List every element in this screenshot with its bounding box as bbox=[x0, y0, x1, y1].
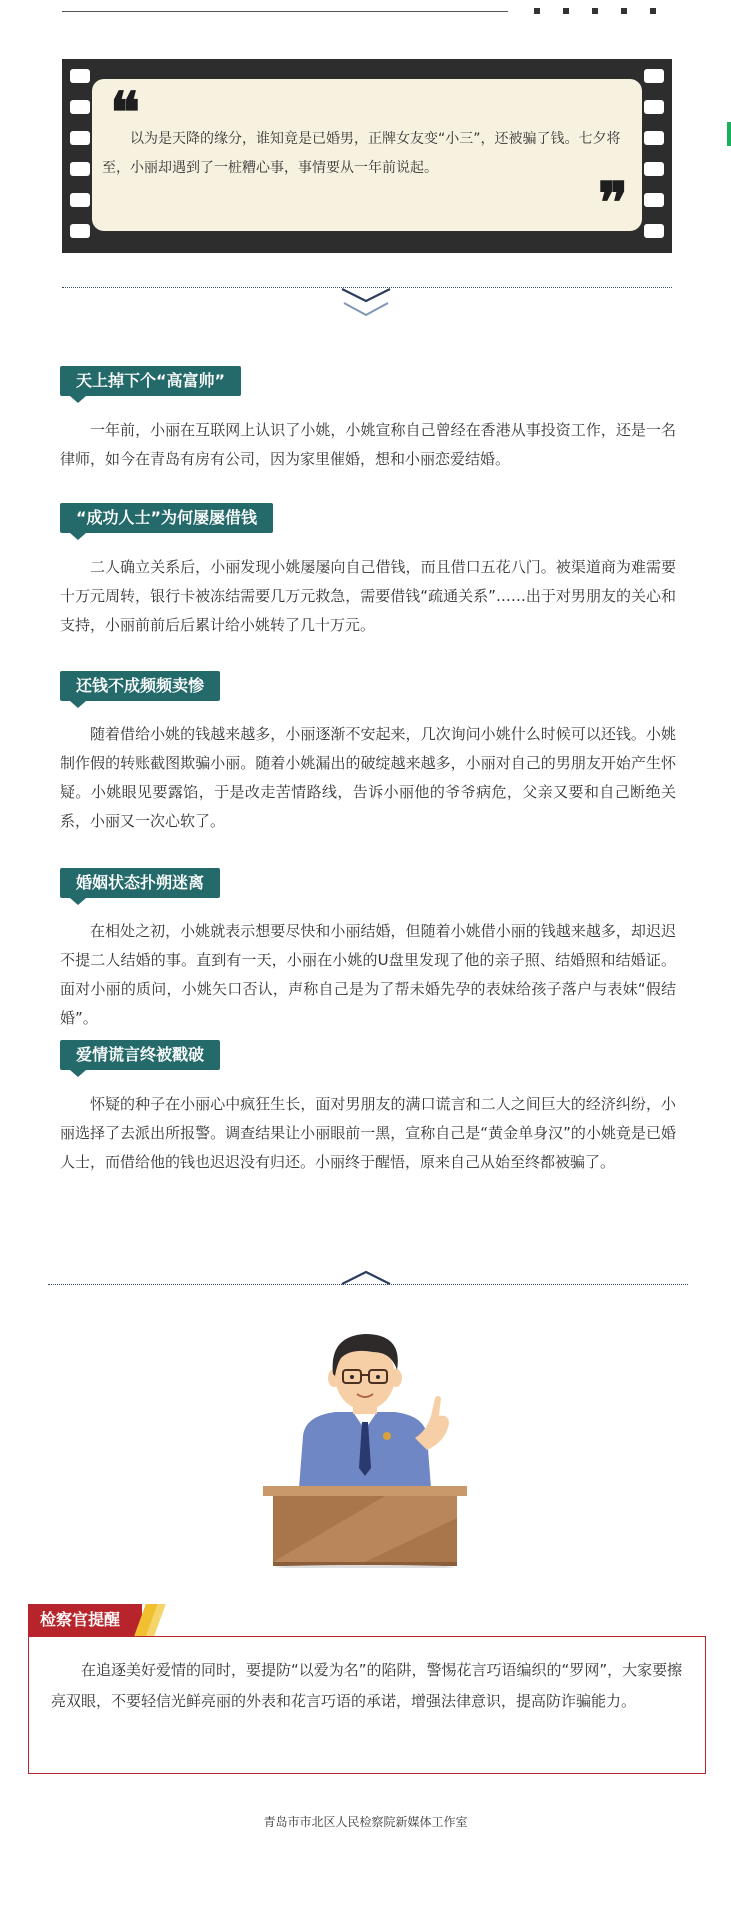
chevron-down-icon bbox=[340, 285, 392, 319]
section-body-4: 在相处之初，小姚就表示想要尽快和小丽结婚，但随着小姚借小丽的钱越来越多，却迟迟不提二人结婚的事。直到有一天，小丽在小姚的U盘里发现了他的亲子照、结婚照和结婚证。面对小丽的质问，小姚矢口否认，声称自己是为了帮未婚先孕的表妹给孩子落户与表妹“假结婚”。 bbox=[60, 922, 676, 1027]
section-body-2: 二人确立关系后，小丽发现小姚屡屡向自己借钱，而且借口五花八门。被渠道商为难需要十万元周转，银行卡被冻结需要几万元救急，需要借钱“疏通关系”……出于对男朋友的关心和支持，小丽前前后后累计给小姚转了几十万元。 bbox=[60, 558, 676, 634]
reminder-box bbox=[28, 1636, 706, 1774]
quote-text: 以为是天降的缘分，谁知竟是已婚男，正牌女友变“小三”，还被骗了钱。七夕将至，小丽却遇到了一桩糟心事，事情要从一年前说起。 bbox=[102, 131, 621, 176]
side-accent-mark bbox=[727, 122, 731, 146]
section-title-5: 爱情谎言终被戳破 bbox=[60, 1040, 220, 1070]
section-title-3: 还钱不成频频卖惨 bbox=[60, 671, 220, 701]
footer-credit: 青岛市市北区人民检察院新媒体工作室 bbox=[263, 1815, 468, 1829]
quote-paper bbox=[92, 79, 642, 236]
top-divider-line bbox=[62, 11, 508, 12]
top-dots-ornament bbox=[534, 8, 656, 14]
film-holes-left bbox=[70, 69, 90, 238]
section-title-2: “成功人士”为何屡屡借钱 bbox=[60, 503, 273, 533]
reminder-text: 在追逐美好爱情的同时，要提防“以爱为名”的陷阱，警惕花言巧语编织的“罗网”，大家要擦亮双眼，不要轻信光鲜亮丽的外表和花言巧语的承诺，增强法律意识，提高防诈骗能力。 bbox=[51, 1661, 683, 1710]
section-title-4: 婚姻状态扑朔迷离 bbox=[60, 868, 220, 898]
film-strip-quote bbox=[62, 59, 672, 253]
chevron-up-icon bbox=[340, 1268, 392, 1286]
section-title-1: 天上掉下个“高富帅” bbox=[60, 366, 241, 396]
reminder-label: 检察官提醒 bbox=[28, 1604, 142, 1636]
prosecutor-illustration bbox=[255, 1318, 475, 1568]
quote-close-icon: ❞ bbox=[597, 170, 628, 236]
section-body-1: 一年前，小丽在互联网上认识了小姚，小姚宣称自己曾经在香港从事投资工作，还是一名律师，如今在青岛有房有公司，因为家里催婚，想和小丽恋爱结婚。 bbox=[60, 421, 676, 468]
section-body-3: 随着借给小姚的钱越来越多，小丽逐渐不安起来，几次询问小姚什么时候可以还钱。小姚制作假的转账截图欺骗小丽。随着小姚漏出的破绽越来越多，小丽对自己的男朋友开始产生怀疑。小姚眼见要露馅，于是改走苦情路线，告诉小丽他的爷爷病危，父亲又要和自己断绝关系，小丽又一次心软了。 bbox=[60, 725, 676, 830]
quote-open-icon: ❝ bbox=[110, 80, 141, 146]
section-body-5: 怀疑的种子在小丽心中疯狂生长，面对男朋友的满口谎言和二人之间巨大的经济纠纷，小丽选择了去派出所报警。调查结果让小丽眼前一黑，宣称自己是“黄金单身汉”的小姚竟是已婚人士，而借给他的钱也迟迟没有归还。小丽终于醒悟，原来自己从始至终都被骗了。 bbox=[60, 1095, 676, 1171]
film-holes-right bbox=[644, 69, 664, 238]
